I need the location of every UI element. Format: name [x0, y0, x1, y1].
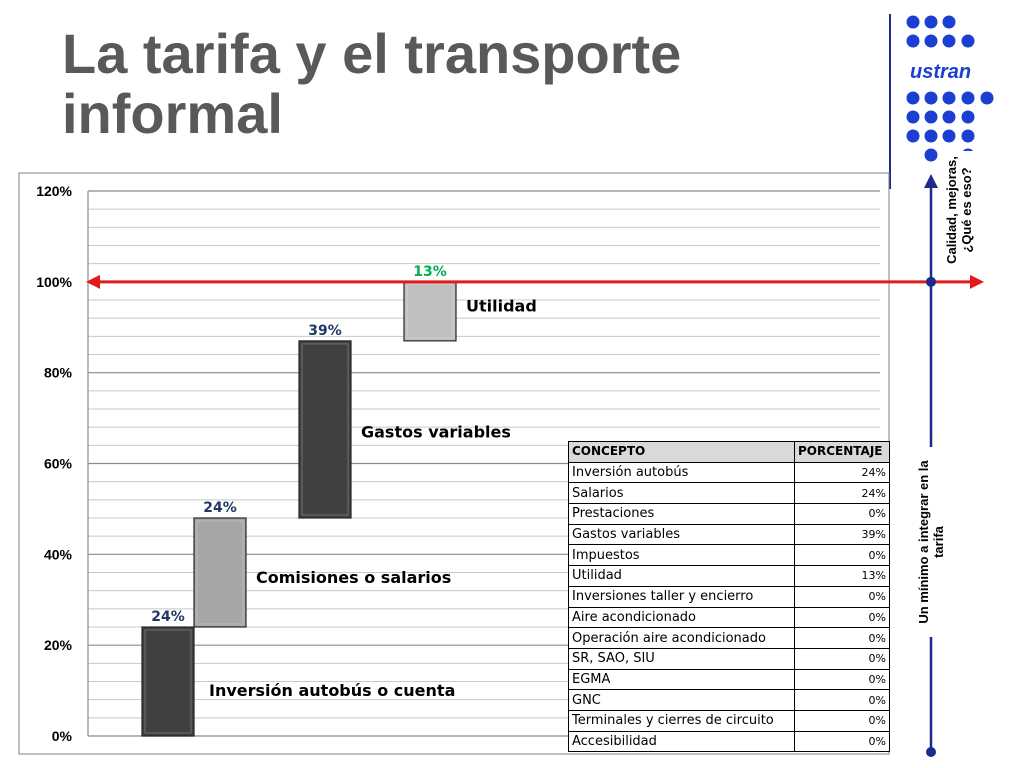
data-label: 39% [308, 322, 342, 339]
segment-label: Utilidad [466, 296, 537, 316]
porcentaje-cell: 0% [795, 504, 890, 525]
table-row [569, 648, 890, 669]
porcentaje-cell: 39% [795, 524, 890, 545]
table-row [569, 669, 890, 690]
table-body [569, 462, 890, 752]
porcentaje-cell: 0% [795, 545, 890, 566]
concepto-cell: Aire acondicionado [569, 607, 795, 628]
table-row [569, 566, 890, 587]
table-row [569, 504, 890, 525]
table-row [569, 690, 890, 711]
y-tick-label: 100% [36, 273, 72, 290]
concepto-cell: EGMA [569, 669, 795, 690]
y-tick-label: 20% [43, 637, 72, 654]
table-row [569, 586, 890, 607]
y-tick-label: 40% [43, 546, 72, 563]
axis-dot [926, 277, 936, 287]
concepto-cell: Operación aire acondicionado [569, 628, 795, 649]
segment-label: Comisiones o salarios [256, 568, 452, 587]
header-concepto: CONCEPTO [569, 442, 795, 463]
porcentaje-cell: 24% [795, 462, 890, 483]
porcentaje-cell: 0% [795, 586, 890, 607]
concepto-cell: Inversiones taller y encierro [569, 586, 795, 607]
data-label: 24% [203, 500, 237, 516]
segment-label: Inversión autobús o cuenta [209, 681, 456, 700]
porcentaje-cell: 0% [795, 669, 890, 690]
data-label: 13% [413, 263, 447, 280]
bar-1 [142, 627, 194, 736]
y-tick-label: 60% [43, 455, 72, 472]
porcentaje-cell: 0% [795, 607, 890, 628]
porcentaje-cell: 24% [795, 483, 890, 504]
table-row [569, 483, 890, 504]
porcentaje-cell: 13% [795, 566, 890, 587]
up-arrow-icon [924, 174, 938, 188]
table-row [569, 545, 890, 566]
cost-table [568, 441, 890, 752]
axis-dot [926, 747, 936, 757]
table-row [569, 628, 890, 649]
concepto-cell: Inversión autobús [569, 462, 795, 483]
segment-label: Gastos variables [361, 422, 511, 442]
concepto-cell: Gastos variables [569, 524, 795, 545]
side-label-minimum: Un mínimo a integrar en la tarifa [916, 447, 950, 637]
table-header-row [569, 442, 890, 463]
y-tick-label: 0% [51, 728, 72, 744]
concepto-cell: GNC [569, 690, 795, 711]
table-row [569, 524, 890, 545]
concepto-cell: Terminales y cierres de circuito [569, 710, 795, 731]
porcentaje-cell: 0% [795, 648, 890, 669]
title-line-1: La tarifa y el transporte [62, 22, 682, 85]
concepto-cell: Salarios [569, 483, 795, 504]
table-row [569, 731, 890, 752]
porcentaje-cell: 0% [795, 628, 890, 649]
porcentaje-cell: 0% [795, 710, 890, 731]
logo-text: ustran [910, 61, 972, 83]
porcentaje-cell: 0% [795, 690, 890, 711]
porcentaje-cell: 0% [795, 731, 890, 752]
y-tick-label: 120% [36, 183, 72, 199]
y-tick-label: 80% [43, 364, 72, 381]
concepto-cell: SR, SAO, SIU [569, 648, 795, 669]
side-label-quality: Calidad, mejoras, ¿Qué es eso? [944, 151, 1004, 269]
title-line-2: informal [62, 82, 283, 145]
concepto-cell: Prestaciones [569, 504, 795, 525]
data-label: 24% [151, 609, 185, 625]
bar-3 [299, 341, 351, 518]
table-row [569, 710, 890, 731]
concepto-cell: Accesibilidad [569, 731, 795, 752]
header-porcentaje: PORCENTAJE [795, 442, 890, 463]
concepto-cell: Utilidad [569, 566, 795, 587]
table-row [569, 462, 890, 483]
arrowhead-right [970, 275, 984, 289]
table-row [569, 607, 890, 628]
concepto-cell: Impuestos [569, 545, 795, 566]
bar-4 [404, 282, 456, 341]
bar-2 [194, 518, 246, 627]
